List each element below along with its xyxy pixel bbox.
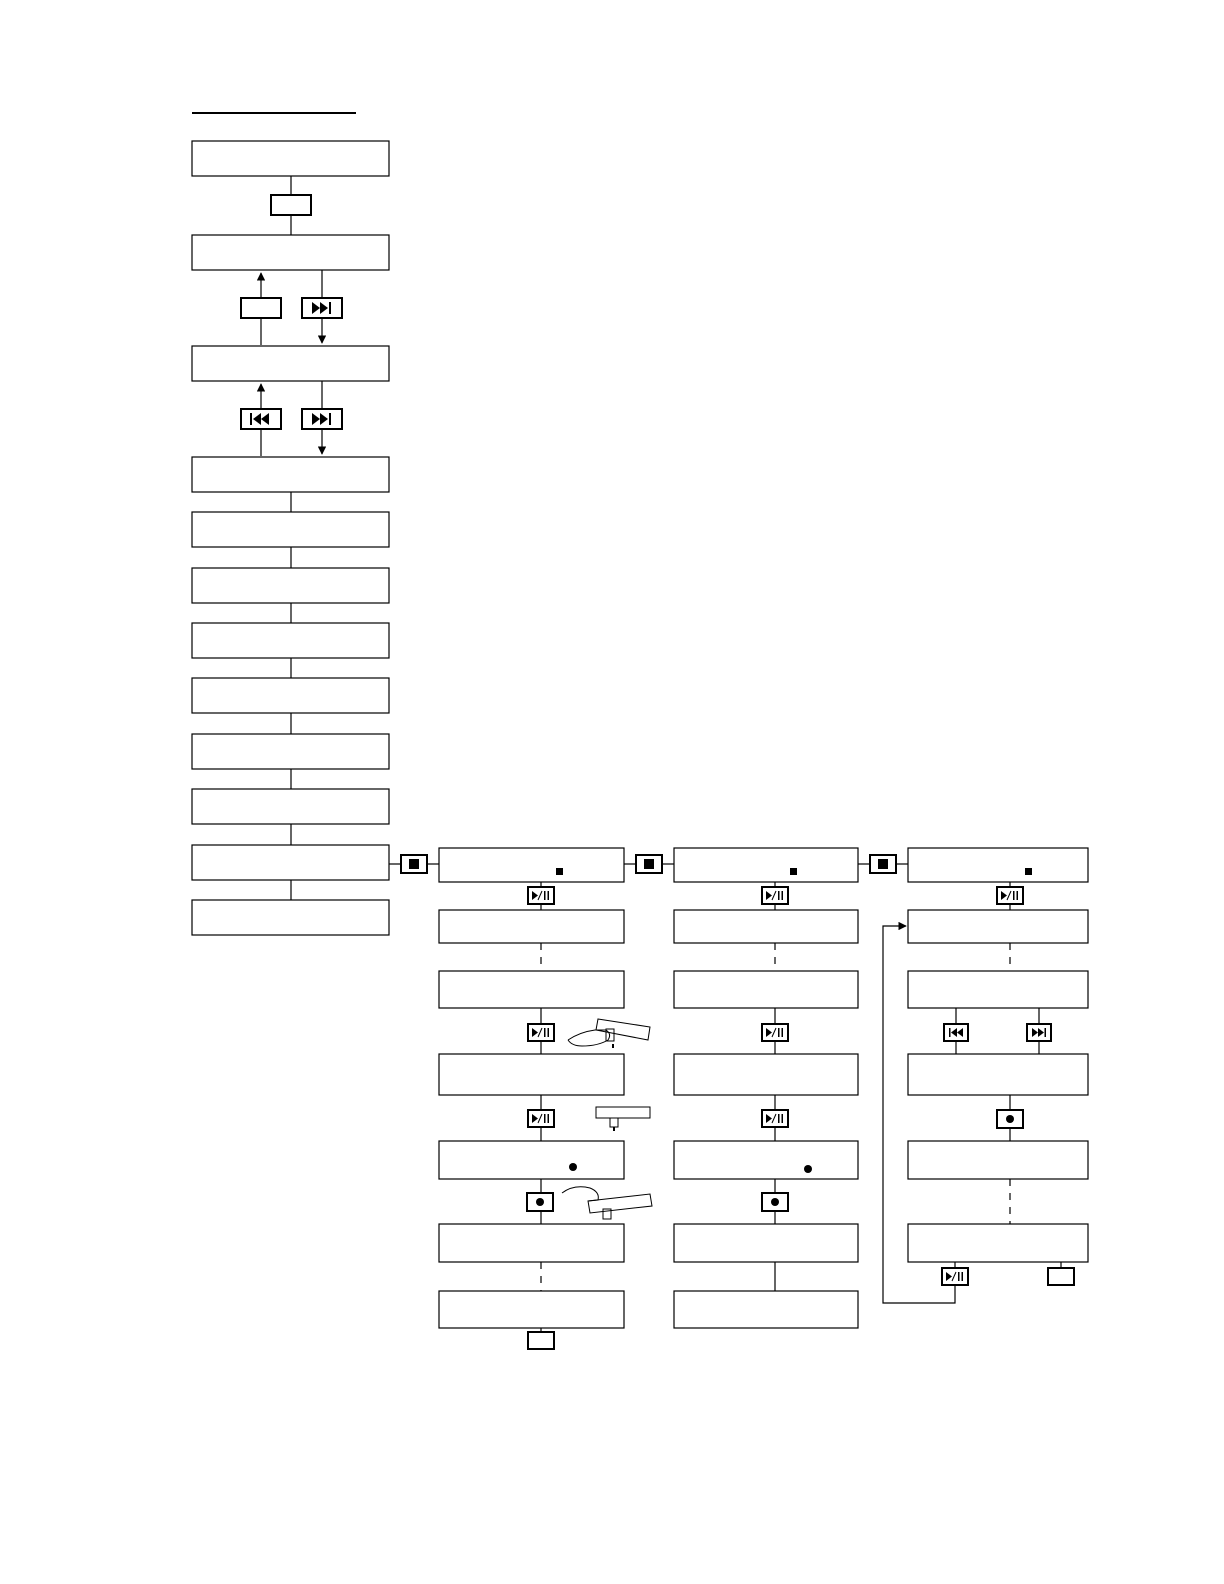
display-box xyxy=(674,1054,858,1095)
record-indicator-icon xyxy=(569,1163,577,1171)
hand-lifting-tonearm xyxy=(568,1019,650,1048)
display-box xyxy=(674,971,858,1008)
display-box xyxy=(908,1141,1088,1179)
display-box xyxy=(192,457,389,492)
stop-button[interactable] xyxy=(636,855,662,873)
display-box xyxy=(439,848,624,882)
record-column-3 xyxy=(883,848,1088,1303)
record-dot-icon xyxy=(1006,1115,1014,1123)
record-column-1 xyxy=(439,848,652,1349)
display-box xyxy=(192,623,389,658)
play-pause-button[interactable] xyxy=(762,887,788,904)
display-box xyxy=(908,910,1088,943)
main-menu-column xyxy=(192,141,389,935)
stop-square-icon xyxy=(878,859,888,869)
play-pause-button[interactable] xyxy=(942,1268,968,1285)
display-box xyxy=(439,910,624,943)
hand-returning-tonearm xyxy=(562,1187,652,1219)
display-box xyxy=(192,734,389,769)
stop-indicator-icon xyxy=(1025,868,1032,875)
display-box xyxy=(192,346,389,381)
tonearm-lowered xyxy=(596,1107,650,1131)
skip-previous-button[interactable] xyxy=(241,409,281,429)
skip-next-button[interactable] xyxy=(1027,1024,1051,1041)
stop-indicator-icon xyxy=(556,868,563,875)
display-box xyxy=(192,512,389,547)
play-pause-button[interactable] xyxy=(762,1110,788,1127)
blank-key-button[interactable] xyxy=(271,195,311,215)
display-box xyxy=(192,141,389,176)
record-button[interactable] xyxy=(762,1193,788,1211)
display-box xyxy=(908,848,1088,882)
record-dot-icon xyxy=(536,1198,544,1206)
display-box xyxy=(674,848,858,882)
display-box xyxy=(674,910,858,943)
stop-square-icon xyxy=(644,859,654,869)
skip-next-button[interactable] xyxy=(302,409,342,429)
play-pause-button[interactable] xyxy=(528,1024,554,1041)
record-button[interactable] xyxy=(527,1193,553,1211)
stop-indicator-icon xyxy=(790,868,797,875)
display-box xyxy=(192,568,389,603)
display-box xyxy=(908,971,1088,1008)
skip-previous-button[interactable] xyxy=(944,1024,968,1041)
display-box xyxy=(439,971,624,1008)
display-box xyxy=(192,678,389,713)
blank-key-button[interactable] xyxy=(241,298,281,318)
stop-square-icon xyxy=(409,859,419,869)
stop-button[interactable] xyxy=(870,855,896,873)
record-indicator-icon xyxy=(804,1165,812,1173)
record-button[interactable] xyxy=(997,1110,1023,1128)
play-pause-button[interactable] xyxy=(528,1110,554,1127)
display-box xyxy=(439,1224,624,1262)
play-pause-button[interactable] xyxy=(997,887,1023,904)
stop-button[interactable] xyxy=(401,855,427,873)
display-box xyxy=(674,1291,858,1328)
display-box xyxy=(908,1224,1088,1262)
record-dot-icon xyxy=(771,1198,779,1206)
display-box xyxy=(192,900,389,935)
display-box xyxy=(192,789,389,824)
display-box xyxy=(439,1291,624,1328)
display-box xyxy=(439,1054,624,1095)
display-box xyxy=(439,1141,624,1179)
display-box xyxy=(674,1141,858,1179)
blank-key-button[interactable] xyxy=(1048,1268,1074,1285)
record-column-2 xyxy=(674,848,858,1328)
blank-key-button[interactable] xyxy=(528,1332,554,1349)
display-box xyxy=(192,235,389,270)
display-box xyxy=(908,1054,1088,1095)
skip-next-button[interactable] xyxy=(302,298,342,318)
play-pause-button[interactable] xyxy=(528,887,554,904)
play-pause-button[interactable] xyxy=(762,1024,788,1041)
display-box xyxy=(192,845,389,880)
display-box xyxy=(674,1224,858,1262)
